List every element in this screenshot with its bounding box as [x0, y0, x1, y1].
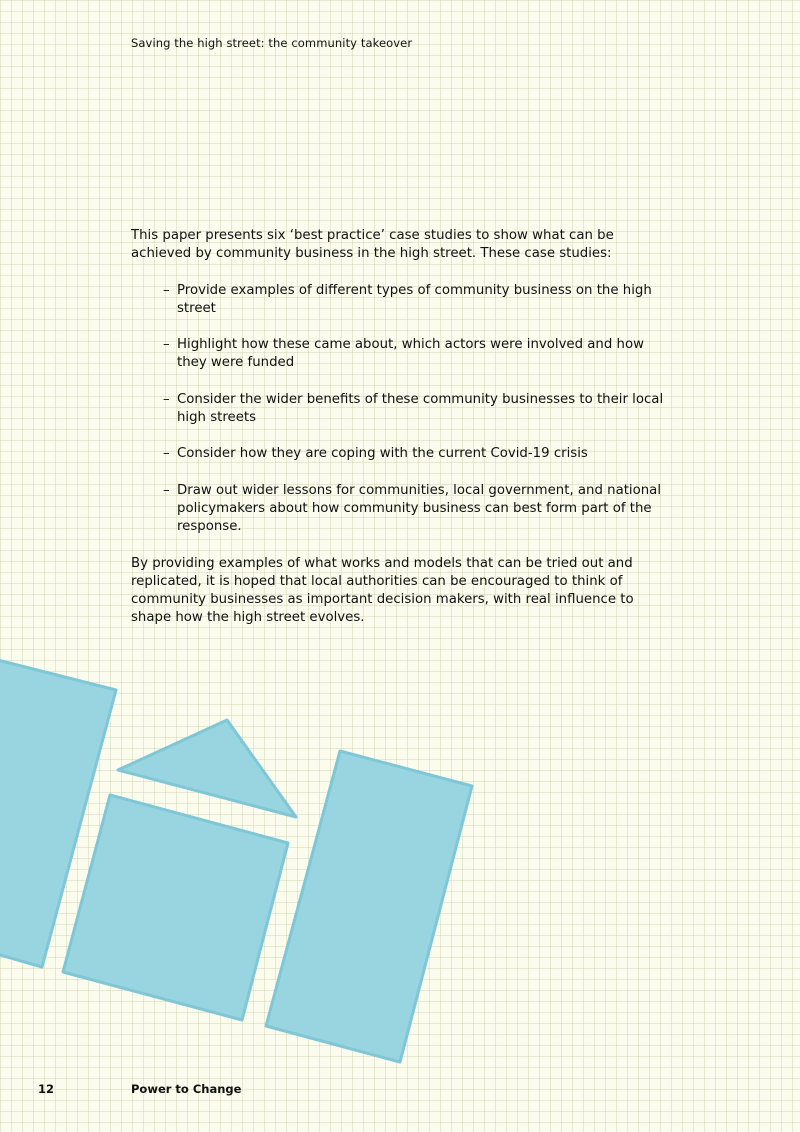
- closing-paragraph: By providing examples of what works and models that can be tried out and replicated, it is hoped that local authorities can be encouraged to think of community businesses as important decision makers, with real influence to shape how the high street evolves.: [131, 555, 634, 626]
- list-item: – Consider how they are coping with the current Covid-19 crisis: [163, 445, 676, 463]
- list-item: – Consider the wider benefits of these community businesses to their local high streets: [163, 391, 676, 428]
- list-item: – Provide examples of different types of community business on the high street: [163, 282, 676, 319]
- right-tall-block: [266, 751, 472, 1062]
- intro-paragraph: This paper presents six ‘best practice’ case studies to show what can be achieved by community business in the high street. These case studies:: [131, 228, 614, 262]
- footer-brand: Power to Change: [131, 1082, 242, 1096]
- square-block: [63, 795, 288, 1020]
- triangle-roof-block: [118, 720, 296, 817]
- running-title: Saving the high street: the community takeover: [131, 36, 413, 50]
- page-number: 12: [38, 1082, 55, 1096]
- list-item: – Draw out wider lessons for communities, local government, and national policymakers about how community business can best form part of the response.: [163, 482, 676, 537]
- list-item: – Highlight how these came about, which actors were involved and how they were funded: [163, 336, 676, 373]
